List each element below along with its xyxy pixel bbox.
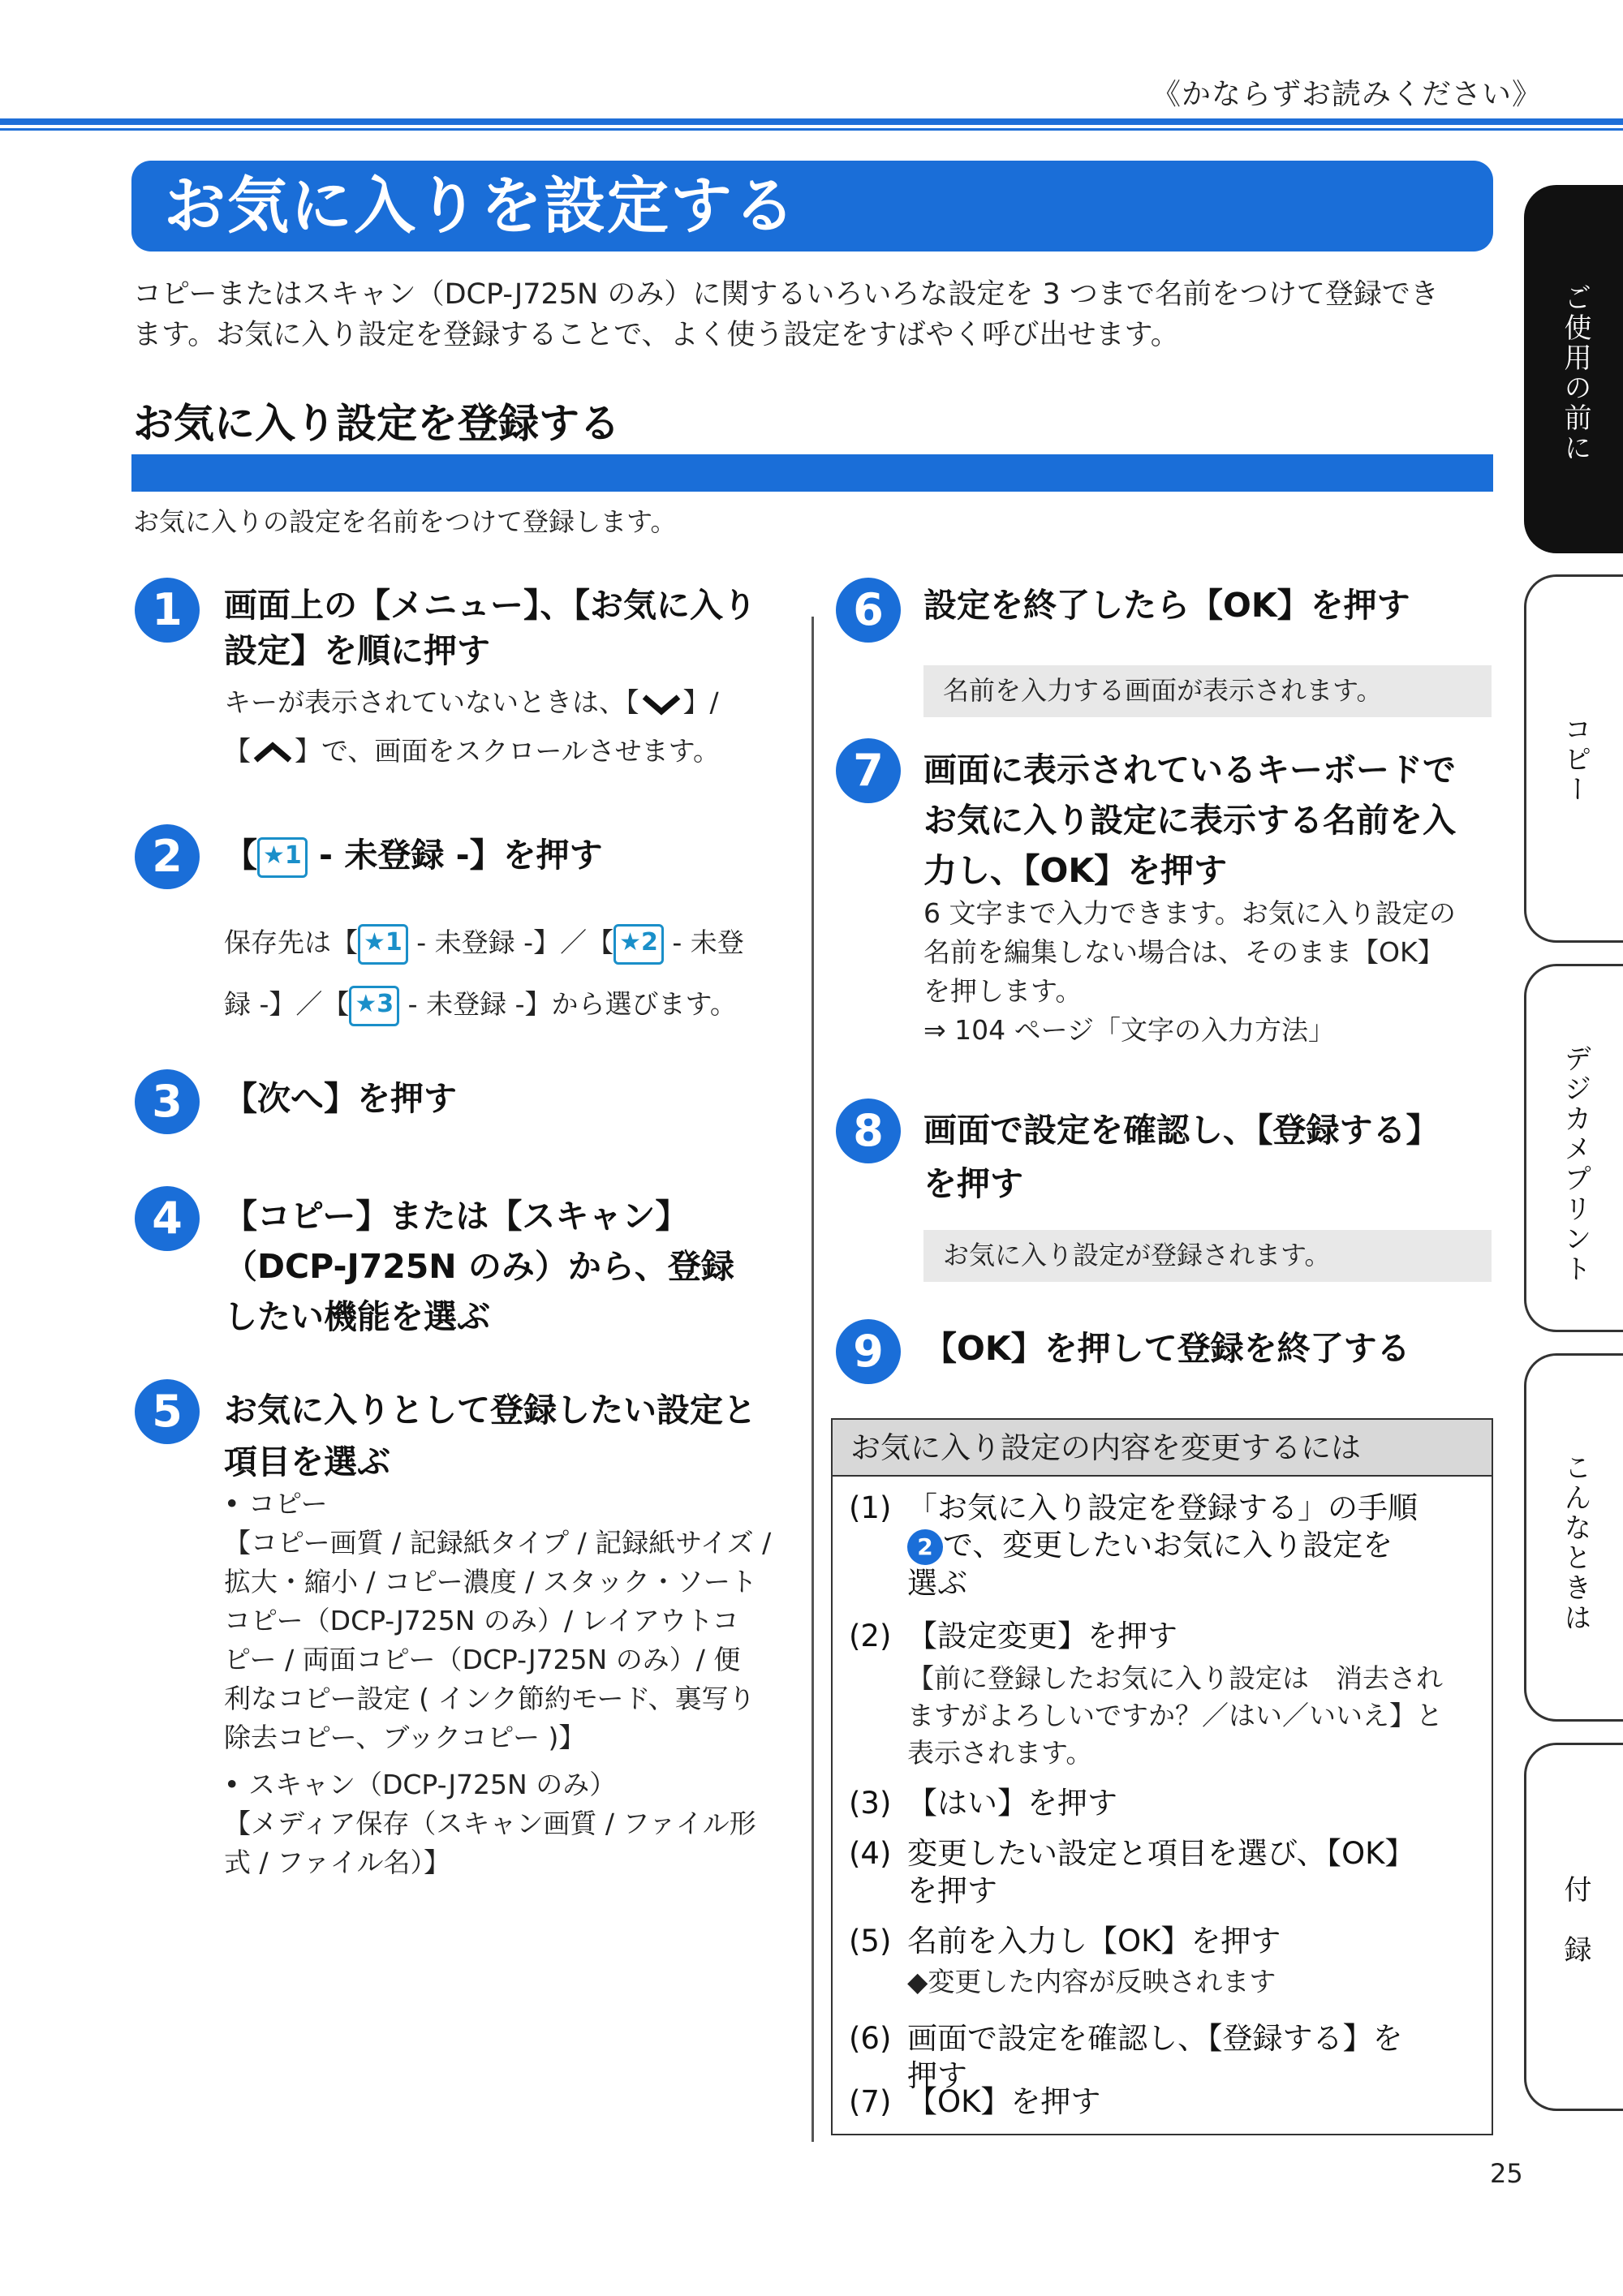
header-rule-thin [0,128,1623,131]
change-item-4: 変更したい設定と項目を選び、【OK】 を押す [907,1836,1415,1908]
change-item-7-number: (7) [849,2084,892,2119]
change-item-1-number: (1) [849,1490,892,1525]
step-6-title: 設定を終了したら【OK】を押す [923,586,1410,625]
change-item-6-number: (6) [849,2021,892,2056]
tab-copy[interactable]: コピー [1524,574,1623,943]
step-2-note: 保存先は【 ★1 - 未登録 -】／【 ★2 - 未登 録 -】／【 ★3 - 未登録 -】から選びます。 [224,912,800,1035]
change-item-1: 「お気に入り設定を登録する」の手順 2 で、変更したいお気に入り設定を 選ぶ [907,1490,1418,1601]
favorite-1-icon: ★1 [257,837,308,878]
step-number-3: 3 [135,1069,200,1134]
change-item-2-note: 【前に登録したお気に入り設定は 消去され ますがよろしいですか？／はい／いいえ】と 表示されます。 [907,1662,1443,1769]
step-5-title: お気に入りとして登録したい設定と 項目を選ぶ [224,1391,756,1481]
section-title: お気に入り設定を登録する [133,400,620,447]
change-item-6: 画面で設定を確認し、【登録する】を 押す [907,2021,1403,2093]
step-number-2: 2 [135,824,200,889]
section-bar [131,454,1493,492]
favorite-2-icon: ★2 [613,924,664,965]
intro-text: コピーまたはスキャン（DCP-J725N のみ）に関するいろいろな設定を 3 つまで名前をつけて登録でき ます。お気に入り設定を登録することで、よく使う設定をすばやく呼び出せます。 [133,278,1439,351]
step-number-4: 4 [135,1186,200,1251]
page-title: お気に入りを設定する [131,161,1493,252]
step-8-title: 画面で設定を確認し、【登録する】 を押す [923,1111,1440,1203]
step-7-note: 6 文字まで入力できます。お気に入り設定の 名前を編集しない場合は、そのまま【OK】 を押します。 ⇒ 104 ページ「文字の入力方法」 [923,894,1500,1050]
tab-troubleshooting[interactable]: こんなときは [1524,1353,1623,1722]
change-item-5-note: ◆変更した内容が反映されます [907,1966,1276,1997]
step-number-5: 5 [135,1379,200,1444]
favorite-1-icon: ★1 [358,924,408,965]
change-item-4-number: (4) [849,1836,892,1871]
step-1-title: 画面上の【メニュー】、【お気に入り 設定】を順に押す [224,586,756,670]
change-item-2: 【設定変更】を押す [907,1619,1177,1653]
change-item-3: 【はい】を押す [907,1786,1117,1821]
step-3-title: 【次へ】を押す [224,1079,457,1118]
section-intro: お気に入りの設定を名前をつけて登録します。 [133,506,677,537]
page-number: 25 [1490,2158,1523,2189]
step-5-note: • コピー 【コピー画質 / 記録紙タイプ / 記録紙サイズ / 拡大・縮小 / コピー濃度 / スタック・ソート コピー（DCP-J725N のみ）/ レイアウトコ ピー / 両面コピー（DCP-J725N のみ）/ 便 利なコピー設定 ( インク節約モード、裏写り 除去コピー、ブックコピー )】 • スキャン（DCP-J725N のみ） 【メディア保存（スキャン画質 / ファイル形 式 / ファイル名）】 [224,1488,772,1878]
column-divider [812,617,814,2142]
chevron-up-icon [251,741,295,765]
page-reference-link[interactable]: ⇒ 104 ページ「文字の入力方法」 [923,1014,1335,1046]
header-rule [0,118,1623,125]
change-box-title: お気に入り設定の内容を変更するには [833,1420,1492,1477]
tab-before-use[interactable]: ご使用の前に [1524,185,1623,553]
tab-photo-print[interactable]: デジカメプリント [1524,964,1623,1332]
step-2-badge: 2 [907,1529,943,1565]
change-item-2-number: (2) [849,1619,892,1653]
step-8-result: お気に入り設定が登録されます。 [923,1230,1492,1282]
step-1-note: キーが表示されていないときは、【 】/ 【 】で、画面をスクロールさせます。 [224,686,721,767]
step-9-title: 【OK】を押して登録を終了する [923,1329,1410,1368]
tab-appendix[interactable]: 付 録 [1524,1743,1623,2111]
change-settings-box [831,1418,1493,2135]
change-item-3-number: (3) [849,1786,892,1821]
step-number-8: 8 [836,1099,901,1163]
step-number-9: 9 [836,1319,901,1384]
step-2-title: 【 ★1 - 未登録 -】を押す [224,832,603,878]
step-7-title: 画面に表示されているキーボードで お気に入り設定に表示する名前を入 力し、【OK】を押す [923,750,1456,890]
step-number-7: 7 [836,738,901,803]
change-item-5: 名前を入力し【OK】を押す [907,1924,1281,1958]
change-item-5-number: (5) [849,1924,892,1958]
top-note: 《かならずお読みください》 [1151,78,1542,111]
chevron-down-icon [639,692,683,716]
step-4-title: 【コピー】または【スキャン】 （DCP-J725N のみ）から、登録 したい機能を選ぶ [224,1197,734,1336]
favorite-3-icon: ★3 [349,986,399,1026]
change-item-7: 【OK】を押す [907,2084,1101,2119]
step-number-6: 6 [836,578,901,643]
step-6-result: 名前を入力する画面が表示されます。 [923,665,1492,717]
step-number-1: 1 [135,578,200,643]
